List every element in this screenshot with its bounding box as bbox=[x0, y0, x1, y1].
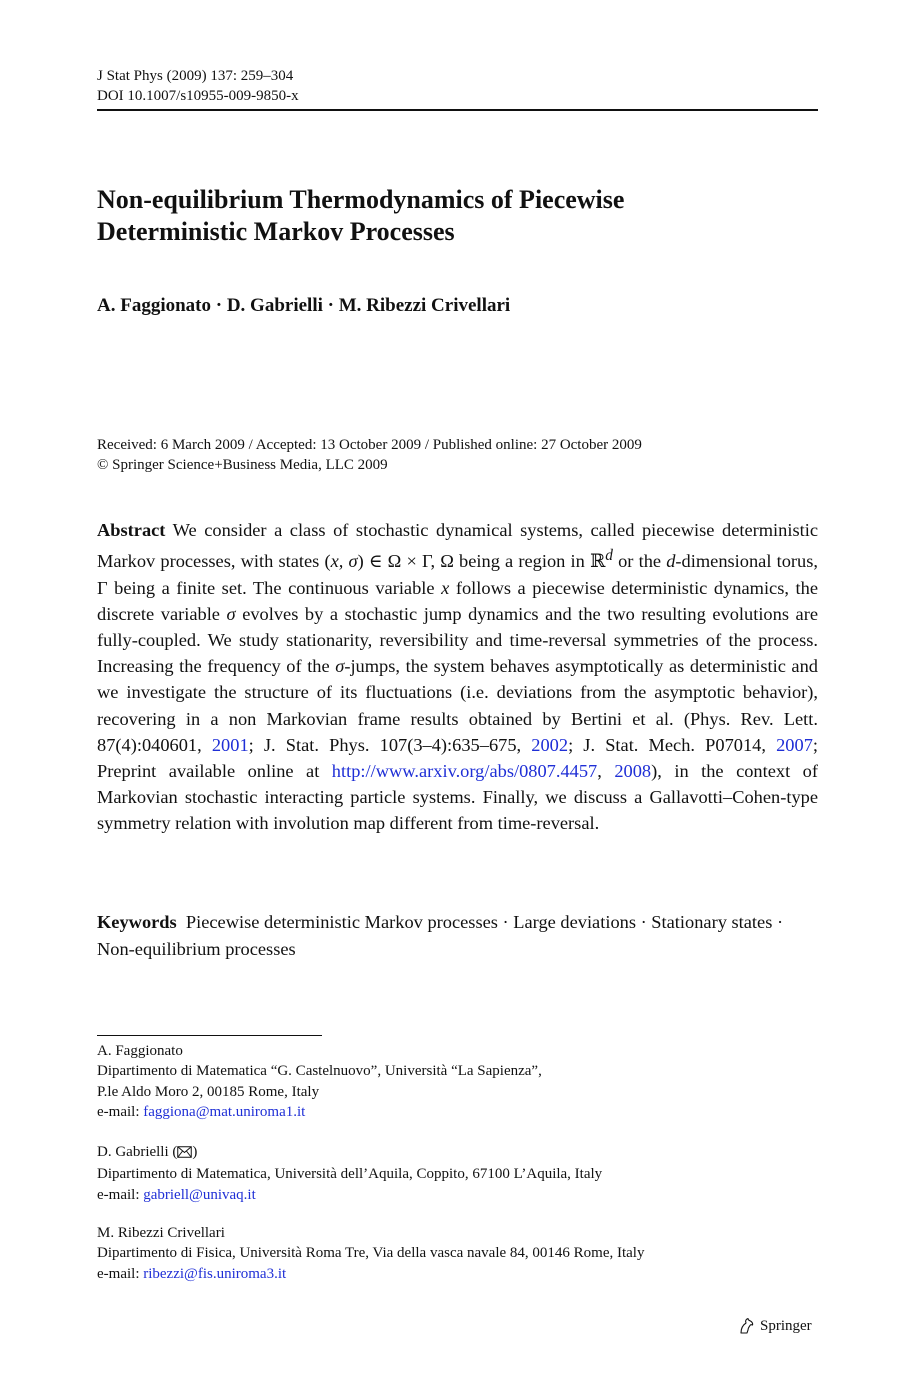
journal-citation: J Stat Phys (2009) 137: 259–304 bbox=[97, 68, 294, 84]
abstract-text: , bbox=[597, 760, 615, 781]
publication-dates bbox=[97, 435, 642, 475]
paper-title bbox=[97, 184, 818, 248]
author-list: A. Faggionato · D. Gabrielli · M. Ribezzi Crivellari bbox=[97, 295, 511, 316]
abstract-text: -dimensional torus, Γ being a finite set. The continuous variable bbox=[97, 551, 818, 598]
envelope-icon bbox=[177, 1144, 192, 1164]
math-sigma: σ bbox=[335, 656, 345, 677]
affiliation-name-line bbox=[97, 1142, 602, 1164]
journal-header bbox=[97, 66, 299, 106]
affiliation-department: Dipartimento di Matematica “G. Castelnuovo”, Università “La Sapienza”, bbox=[97, 1063, 542, 1080]
publisher-name: Springer bbox=[760, 1318, 812, 1334]
affiliation-ribezzi-crivellari bbox=[97, 1223, 644, 1284]
keywords bbox=[97, 909, 818, 963]
affiliation-name: D. Gabrielli ( bbox=[97, 1144, 178, 1160]
affiliation-faggionato bbox=[97, 1041, 542, 1122]
email-prefix: e-mail: bbox=[97, 1265, 144, 1282]
citation-link-2007[interactable]: 2007 bbox=[776, 734, 813, 755]
email-link[interactable]: gabriell@univaq.it bbox=[143, 1186, 256, 1203]
email-link[interactable]: faggiona@mat.uniroma1.it bbox=[143, 1103, 306, 1120]
header-rule bbox=[97, 109, 818, 111]
abstract-text: ), in the context of Markovian stochastic interacting particle systems. Finally, we discuss a Gallavotti–Cohen-type symmetry relation with involution map different from time-reversal. bbox=[97, 760, 819, 834]
abstract-text: ; J. Stat. Phys. 107(3–4):635–675, bbox=[248, 734, 532, 755]
math-sigma: σ bbox=[226, 603, 236, 624]
received-accepted-published: Received: 6 March 2009 / Accepted: 13 October 2009 / Published online: 27 October 2009 bbox=[97, 437, 642, 453]
copyright-notice: © Springer Science+Business Media, LLC 2009 bbox=[97, 457, 388, 473]
affiliation-department: Dipartimento di Matematica, Università dell’Aquila, Coppito, 67100 L’Aquila, Italy bbox=[97, 1166, 603, 1183]
abstract-text: ) ∈ Ω × Γ, Ω being a region in ℝ bbox=[357, 551, 606, 572]
abstract-text: follows a piecewise deterministic dynamics, the discrete variable bbox=[97, 577, 818, 624]
affiliation-email-line bbox=[97, 1185, 602, 1205]
footnote-rule bbox=[97, 1035, 322, 1036]
affiliation-name-suffix: ) bbox=[192, 1144, 198, 1160]
keywords-list: Piecewise deterministic Markov processes · Large deviations · Stationary states · Non-equilibrium processes bbox=[97, 912, 784, 959]
citation-link-2001[interactable]: 2001 bbox=[211, 734, 249, 755]
doi: DOI 10.1007/s10955-009-9850-x bbox=[97, 88, 299, 104]
affiliation-department: Dipartimento di Fisica, Università Roma Tre, Via della vasca navale 84, 00146 Rome, Italy bbox=[97, 1245, 645, 1262]
citation-link-2002[interactable]: 2002 bbox=[531, 734, 569, 755]
affiliation-gabrielli bbox=[97, 1142, 602, 1205]
citation-link-2008[interactable]: 2008 bbox=[614, 760, 652, 781]
arxiv-link[interactable]: http://www.arxiv.org/abs/0807.4457 bbox=[331, 760, 598, 781]
affiliation-name: A. Faggionato bbox=[97, 1043, 183, 1059]
math-superscript-d: d bbox=[605, 547, 613, 565]
abstract-text: evolves by a stochastic jump dynamics and the two resulting evolutions are fully-coupled. We study stationarity, reversibility and time-reversal symmetries of the process. Increasing the frequency of the bbox=[97, 603, 818, 677]
abstract bbox=[97, 517, 818, 837]
math-d: d bbox=[666, 551, 676, 572]
email-prefix: e-mail: bbox=[97, 1186, 144, 1203]
email-prefix: e-mail: bbox=[97, 1103, 144, 1120]
affiliation-name: M. Ribezzi Crivellari bbox=[97, 1225, 225, 1241]
springer-logo bbox=[738, 1316, 812, 1336]
affiliation-email-line bbox=[97, 1102, 542, 1122]
abstract-text: ; J. Stat. Mech. P07014, bbox=[568, 734, 777, 755]
math-x: x bbox=[441, 577, 450, 598]
abstract-text: or the bbox=[612, 551, 667, 572]
abstract-text: We consider a class of stochastic dynamical systems, called piecewise deterministic Markov processes, with states ( bbox=[97, 520, 819, 572]
math-state: x, σ bbox=[330, 551, 358, 572]
affiliation-address: P.le Aldo Moro 2, 00185 Rome, Italy bbox=[97, 1083, 320, 1100]
email-link[interactable]: ribezzi@fis.uniroma3.it bbox=[143, 1265, 287, 1282]
title-line-2: Deterministic Markov Processes bbox=[97, 217, 455, 246]
abstract-text: -jumps, the system behaves asymptotically as deterministic and we investigate the structure of its fluctuations (i.e. deviations from the asymptotic behavior), recovering in a non Markovian frame results obtained by Bertini et al. (Phys. Rev. Lett. 87(4):040601, bbox=[97, 656, 818, 755]
abstract-text: ; Preprint available online at bbox=[97, 734, 819, 781]
keywords-label: Keywords bbox=[97, 912, 177, 932]
title-line-1: Non-equilibrium Thermodynamics of Piecewise bbox=[97, 185, 625, 214]
abstract-label: Abstract bbox=[97, 520, 166, 540]
affiliation-email-line bbox=[97, 1264, 644, 1284]
springer-horse-icon bbox=[738, 1317, 756, 1335]
